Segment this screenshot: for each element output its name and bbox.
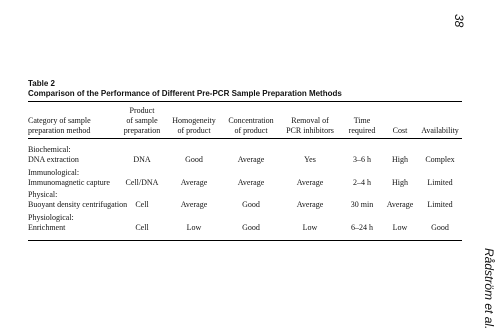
row-inhibitors: Average bbox=[296, 178, 324, 187]
row-concentration: Good bbox=[242, 200, 260, 209]
table-bottom-rule bbox=[28, 240, 462, 241]
header-col-3-line-1: Concentration bbox=[228, 116, 274, 125]
row-cost: Low bbox=[392, 223, 408, 232]
row-method: Immunomagnetic capture bbox=[28, 178, 110, 187]
header-col-5-line-2: required bbox=[348, 126, 376, 135]
row-time: 3–6 h bbox=[353, 155, 371, 164]
table-title: Comparison of the Performance of Different Pre-PCR Sample Preparation Methods bbox=[28, 89, 342, 98]
group-label: Physiological: bbox=[28, 213, 74, 222]
header-col-3-line-2: of product bbox=[234, 126, 268, 135]
header-col-1-line-0: Product bbox=[129, 106, 155, 115]
header-col-0-line-2: preparation method bbox=[28, 126, 91, 135]
row-time: 30 min bbox=[350, 200, 374, 209]
row-homogeneity: Good bbox=[185, 155, 203, 164]
header-col-2-line-2: of product bbox=[177, 126, 211, 135]
row-availability: Limited bbox=[427, 200, 453, 209]
row-method: Enrichment bbox=[28, 223, 66, 232]
group-label: Physical: bbox=[28, 190, 58, 199]
row-homogeneity: Average bbox=[180, 178, 208, 187]
running-head: Rådström et al. bbox=[482, 248, 496, 329]
row-time: 2–4 h bbox=[353, 178, 371, 187]
row-concentration: Average bbox=[237, 178, 265, 187]
row-inhibitors: Yes bbox=[304, 155, 316, 164]
header-col-1-line-2: preparation bbox=[123, 126, 161, 135]
row-availability: Limited bbox=[427, 178, 453, 187]
header-col-5-line-1: Time bbox=[353, 116, 371, 125]
row-inhibitors: Low bbox=[302, 223, 318, 232]
table-header-rule bbox=[28, 138, 462, 139]
header-col-4-line-2: PCR inhibitors bbox=[286, 126, 334, 135]
group-label: Biochemical: bbox=[28, 145, 71, 154]
page-number: 38 bbox=[452, 14, 466, 28]
row-cost: Average bbox=[386, 200, 414, 209]
row-time: 6–24 h bbox=[351, 223, 373, 232]
header-col-0-line-1: Category of sample bbox=[28, 116, 91, 125]
row-homogeneity: Low bbox=[186, 223, 202, 232]
row-cost: High bbox=[392, 178, 408, 187]
row-method: DNA extraction bbox=[28, 155, 79, 164]
row-product: DNA bbox=[133, 155, 151, 164]
row-product: Cell/DNA bbox=[125, 178, 159, 187]
row-cost: High bbox=[392, 155, 408, 164]
row-method: Buoyant density centrifugation bbox=[28, 200, 128, 209]
header-col-2-line-1: Homogeneity bbox=[172, 116, 216, 125]
header-col-4-line-1: Removal of bbox=[291, 116, 329, 125]
row-product: Cell bbox=[135, 223, 149, 232]
table-top-rule bbox=[28, 101, 462, 102]
group-label: Immunological: bbox=[28, 168, 80, 177]
row-inhibitors: Average bbox=[296, 200, 324, 209]
header-col-1-line-1: of sample bbox=[126, 116, 158, 125]
row-availability: Complex bbox=[425, 155, 455, 164]
row-homogeneity: Average bbox=[180, 200, 208, 209]
header-col-7-line-2: Availability bbox=[421, 126, 459, 135]
row-availability: Good bbox=[431, 223, 449, 232]
row-product: Cell bbox=[135, 200, 149, 209]
row-concentration: Good bbox=[242, 223, 260, 232]
header-col-6-line-2: Cost bbox=[392, 126, 408, 135]
table-label: Table 2 bbox=[28, 79, 55, 88]
row-concentration: Average bbox=[237, 155, 265, 164]
